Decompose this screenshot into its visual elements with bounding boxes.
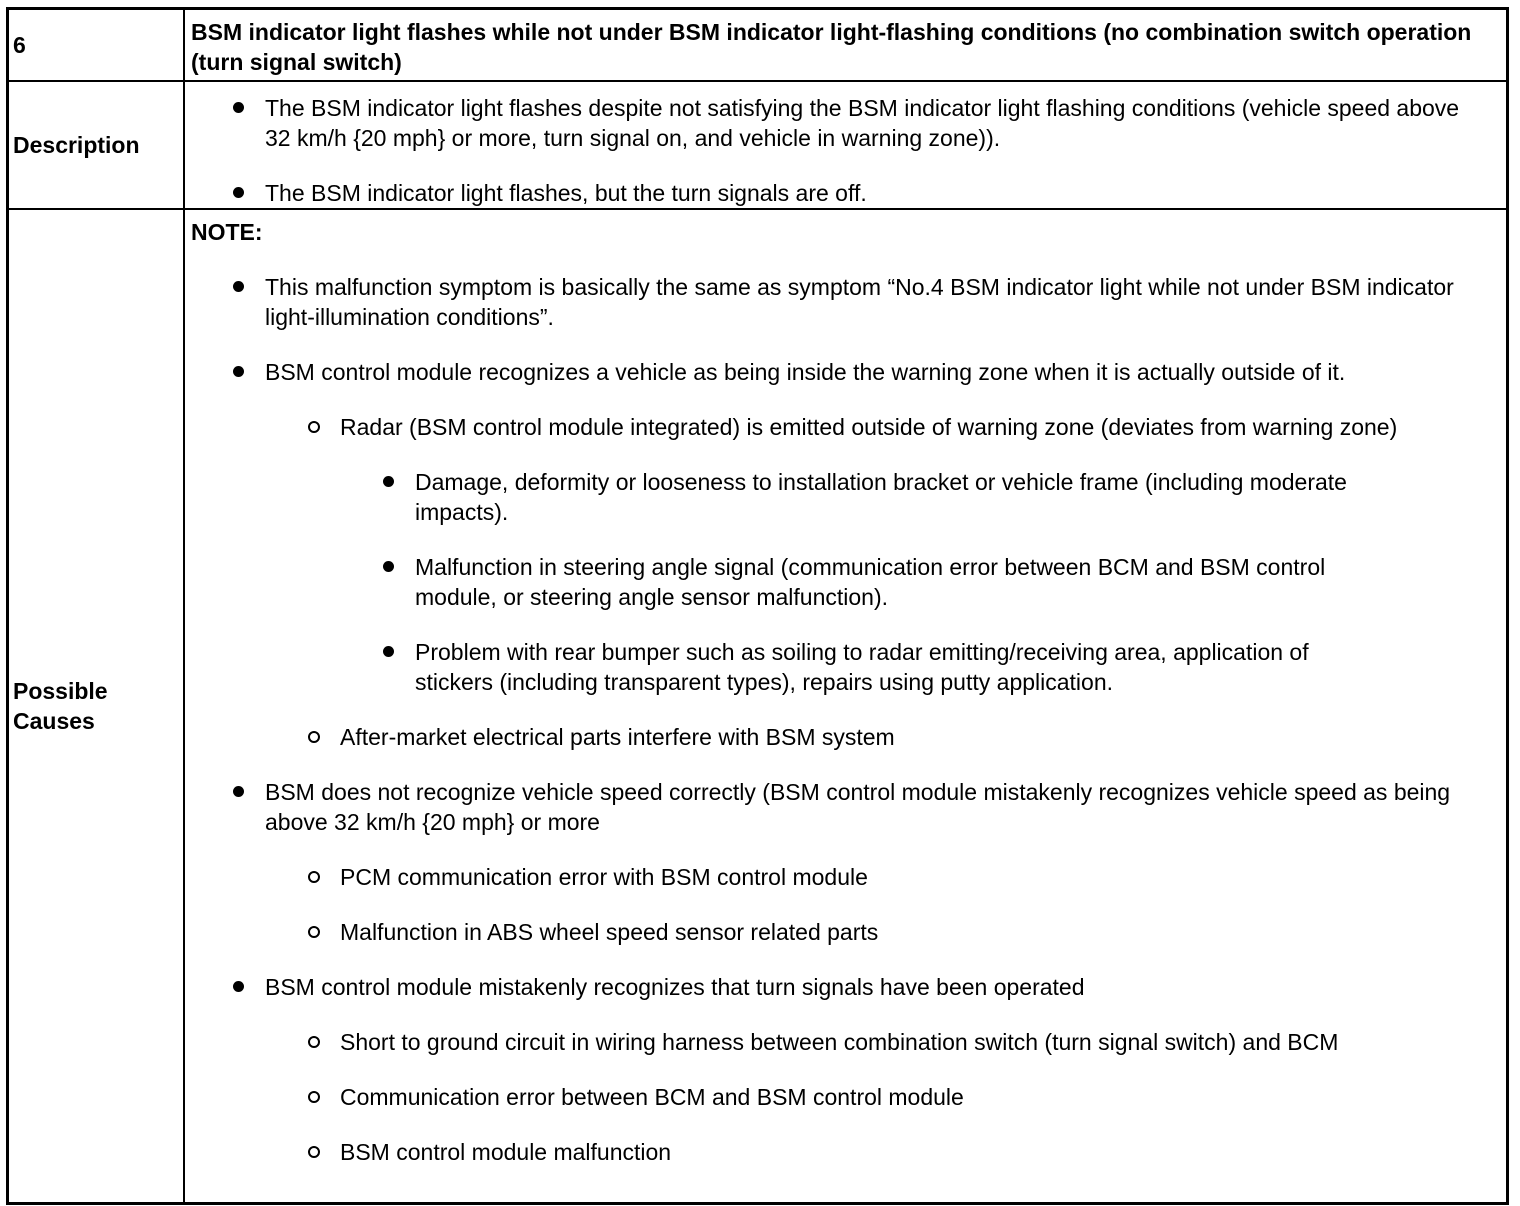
description-row: [9, 80, 1506, 208]
cause-item-level-1: [185, 972, 1506, 1002]
cause-item-level-2: [185, 917, 1506, 947]
cause-item-text: After-market electrical parts interfere with BSM system: [340, 724, 895, 750]
symptom-header-row: [9, 10, 1506, 80]
description-item: [185, 178, 1506, 208]
cause-item-text: BSM control module mistakenly recognizes that turn signals have been operated: [265, 974, 1085, 1000]
bullet-icon: [383, 561, 394, 572]
cause-item-text: This malfunction symptom is basically the same as symptom “No.4 BSM indicator light while not under BSM indicator light-illumination conditions”.: [265, 274, 1454, 330]
possible-causes-list: [185, 272, 1506, 1167]
description-content: [185, 82, 1506, 208]
cause-item-level-1: [185, 777, 1506, 837]
cause-item-text: Problem with rear bumper such as soiling to radar emitting/receiving area, application of stickers (including transparent types), repairs using putty application.: [415, 639, 1309, 695]
cause-item-text: BSM control module malfunction: [340, 1139, 672, 1165]
cause-item-level-2: [185, 1027, 1506, 1057]
description-list: [185, 93, 1506, 208]
hollow-bullet-icon: [308, 421, 320, 433]
cause-item-text: BSM does not recognize vehicle speed correctly (BSM control module mistakenly recognizes vehicle speed as being above 32 km/h {20 mph} or more: [265, 779, 1451, 835]
cause-item-level-2: [185, 1082, 1506, 1112]
cause-item-text: Radar (BSM control module integrated) is emitted outside of warning zone (deviates from warning zone): [340, 414, 1398, 440]
cause-item-level-2: [185, 862, 1506, 892]
possible-causes-label: Possible Causes: [9, 210, 185, 1202]
cause-item-text: BSM control module recognizes a vehicle as being inside the warning zone when it is actually outside of it.: [265, 359, 1346, 385]
cause-item-level-3: [185, 637, 1506, 697]
symptom-number: 6: [9, 10, 185, 80]
cause-item-text: Malfunction in steering angle signal (communication error between BCM and BSM control module, or steering angle sensor malfunction).: [415, 554, 1326, 610]
bullet-icon: [383, 476, 394, 487]
possible-causes-content: [185, 210, 1506, 1202]
cause-item-text: Damage, deformity or looseness to installation bracket or vehicle frame (including moderate impacts).: [415, 469, 1347, 525]
description-item: [185, 93, 1506, 153]
description-label: Description: [9, 82, 185, 208]
symptom-table: [6, 7, 1509, 1205]
hollow-bullet-icon: [308, 871, 320, 883]
hollow-bullet-icon: [308, 1146, 320, 1158]
bullet-icon: [233, 981, 244, 992]
cause-item-level-3: [185, 552, 1506, 612]
possible-causes-row: [9, 208, 1506, 1202]
bullet-icon: [233, 281, 244, 292]
bullet-icon: [233, 102, 244, 113]
cause-item-level-2: [185, 722, 1506, 752]
hollow-bullet-icon: [308, 731, 320, 743]
hollow-bullet-icon: [308, 926, 320, 938]
cause-item-level-2: [185, 412, 1506, 442]
bullet-icon: [233, 786, 244, 797]
description-item-text: The BSM indicator light flashes, but the turn signals are off.: [265, 180, 867, 206]
note-label: NOTE:: [191, 219, 263, 245]
hollow-bullet-icon: [308, 1036, 320, 1048]
description-item-text: The BSM indicator light flashes despite not satisfying the BSM indicator light flashing conditions (vehicle speed above 32 km/h {20 mph} or more, turn signal on, and vehicle in warning zone)).: [265, 95, 1460, 151]
cause-item-text: Communication error between BCM and BSM control module: [340, 1084, 964, 1110]
cause-item-level-2: [185, 1137, 1506, 1167]
cause-item-level-1: [185, 272, 1506, 332]
cause-item-text: Malfunction in ABS wheel speed sensor related parts: [340, 919, 879, 945]
bullet-icon: [233, 366, 244, 377]
bullet-icon: [233, 187, 244, 198]
hollow-bullet-icon: [308, 1091, 320, 1103]
cause-item-text: Short to ground circuit in wiring harness between combination switch (turn signal switch) and BCM: [340, 1029, 1339, 1055]
cause-item-level-1: [185, 357, 1506, 387]
symptom-title: BSM indicator light flashes while not under BSM indicator light-flashing conditions (no combination switch operation (turn signal switch): [191, 19, 1472, 75]
cause-item-level-3: [185, 467, 1506, 527]
bullet-icon: [383, 646, 394, 657]
cause-item-text: PCM communication error with BSM control module: [340, 864, 868, 890]
